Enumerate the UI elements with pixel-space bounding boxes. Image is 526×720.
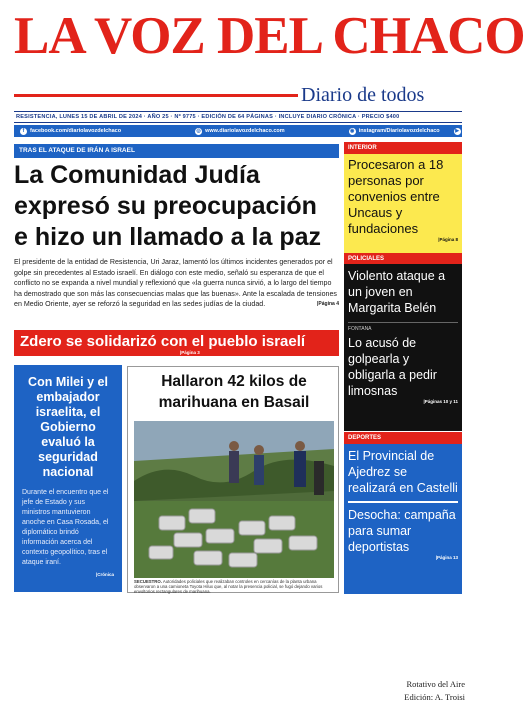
interior-story-box[interactable] xyxy=(344,154,462,253)
masthead-rule xyxy=(14,94,298,97)
social-label: instagram/Diariolavozdelchaco xyxy=(358,128,440,134)
milei-story-headline: Con Milei y el embajador israelita, el Gobierno evaluó la seguridad nacional xyxy=(28,375,108,479)
deportes-headline-1: El Provincial de Ajedrez se realizará en Castelli xyxy=(348,449,458,495)
tv-icon: ▶ xyxy=(455,127,460,134)
social-instagram[interactable] xyxy=(349,128,440,135)
facebook-icon: f xyxy=(20,128,27,135)
main-story-body xyxy=(14,257,339,323)
photo-story-headline: Hallaron 42 kilos de marihuana en Basail xyxy=(158,373,310,411)
main-story-kicker: TRAS EL ATAQUE DE IRÁN A ISRAEL xyxy=(14,144,339,158)
red-banner-page-ref: |Página 3 xyxy=(180,350,200,355)
credits-line-2: Edición: A. Troisi xyxy=(404,692,465,702)
policiales-headline-2: Lo acusó de golpearla y obligarla a pedir limosnas xyxy=(348,336,437,398)
interior-story-headline: Procesaron a 18 personas por convenios entre Uncaus y fundaciones xyxy=(348,157,444,236)
social-bar xyxy=(14,125,526,137)
masthead-title: LA VOZ DEL CHACO xyxy=(14,7,525,65)
social-label: www.diariolavozdelchaco.com xyxy=(205,128,285,134)
headline-line: expresó su preocupación xyxy=(14,192,317,220)
section-label-interior: INTERIOR xyxy=(344,142,462,154)
deportes-divider xyxy=(348,501,458,503)
photo-story-page-ref: |Página 11 xyxy=(301,625,324,630)
main-story-headline[interactable] xyxy=(14,160,339,255)
social-label: LA VOZ DEL CHACO TV xyxy=(463,128,526,134)
headline-line: e hizo un llamado a la paz xyxy=(14,223,322,251)
policiales-page-ref: |Páginas 10 y 11 xyxy=(423,399,458,404)
globe-icon: ◎ xyxy=(196,127,201,134)
masthead-subtitle: Diario de todos xyxy=(301,84,425,106)
photo-story-box[interactable] xyxy=(127,366,339,630)
policiales-headline-1: Violento ataque a un joven en Margarita Belén xyxy=(348,269,446,315)
photo-caption xyxy=(134,579,334,593)
red-banner-headline[interactable]: Zdero se solidarizó con el pueblo israelí xyxy=(14,330,339,356)
section-label-policiales: POLICIALES xyxy=(344,253,462,265)
photo-caption-label: SECUESTRO. xyxy=(134,579,162,584)
deportes-headline-2: Desocha: campaña para sumar deportistas xyxy=(348,508,456,554)
policiales-sub-label: FONTANA xyxy=(348,322,458,332)
social-tv[interactable] xyxy=(454,128,526,135)
policiales-story-box[interactable] xyxy=(344,264,462,431)
milei-story-box[interactable] xyxy=(14,365,122,592)
instagram-icon: ◉ xyxy=(349,127,355,134)
headline-line: La Comunidad Judía xyxy=(14,161,260,189)
milei-story-body: Durante el encuentro que el jefe de Estado y sus ministros mantuvieron anoche en Casa Rosada, el diplomático brindó información acerca del contexto geopolítico, tras el ataque iraní. xyxy=(22,489,109,566)
social-website[interactable] xyxy=(195,128,285,135)
main-story-text: El presidente de la entidad de Resistencia, Uri Jaraz, lamentó los últimos incidentes generados por el golpe sin precedentes al Estado israelí. En diálogo con este medio, señaló su esperanza de que el conflicto no se expanda a nivel mundial y reflexionó que «la guerra nunca sirvió, a lo largo del tiempo ha demostrado que son más las consecuencias malas que las buenas». Ante la escalada de tensiones en Medio Oriente, ayer se reforzó la seguridad en las sedes judías de la ciudad. xyxy=(14,258,337,309)
credits-line-1: Rotativo del Aire xyxy=(406,679,465,689)
deportes-story-box[interactable] xyxy=(344,444,462,594)
photo-caption-text: Autoridades policiales que realizaban controles en cercanías de la planta urbana observaron a una camioneta Toyota Hilux que, al notar la presencia policial, se fugó dejando varios envoltorios rectangulares de marihuana. xyxy=(134,579,323,594)
edition-info-line: RESISTENCIA, LUNES 15 DE ABRIL DE 2024 · AÑO 25 · Nº 9775 · EDICIÓN DE 64 PÁGINAS · INCLUYE DIARIO CRÓNICA · PRECIO $400 xyxy=(14,111,462,123)
milei-story-page-ref: |Crónica xyxy=(95,572,114,577)
interior-page-ref: |Página 8 xyxy=(438,237,458,242)
social-facebook[interactable] xyxy=(20,128,121,135)
seizure-photo-illustration xyxy=(134,421,334,578)
main-story-page-ref: |Página 4 xyxy=(317,301,339,308)
deportes-page-ref: |Página 13 xyxy=(435,555,458,560)
credits xyxy=(360,678,465,710)
section-label-deportes: DEPORTES xyxy=(344,432,462,444)
social-label: facebook.com/diariolavozdelchaco xyxy=(30,128,122,134)
